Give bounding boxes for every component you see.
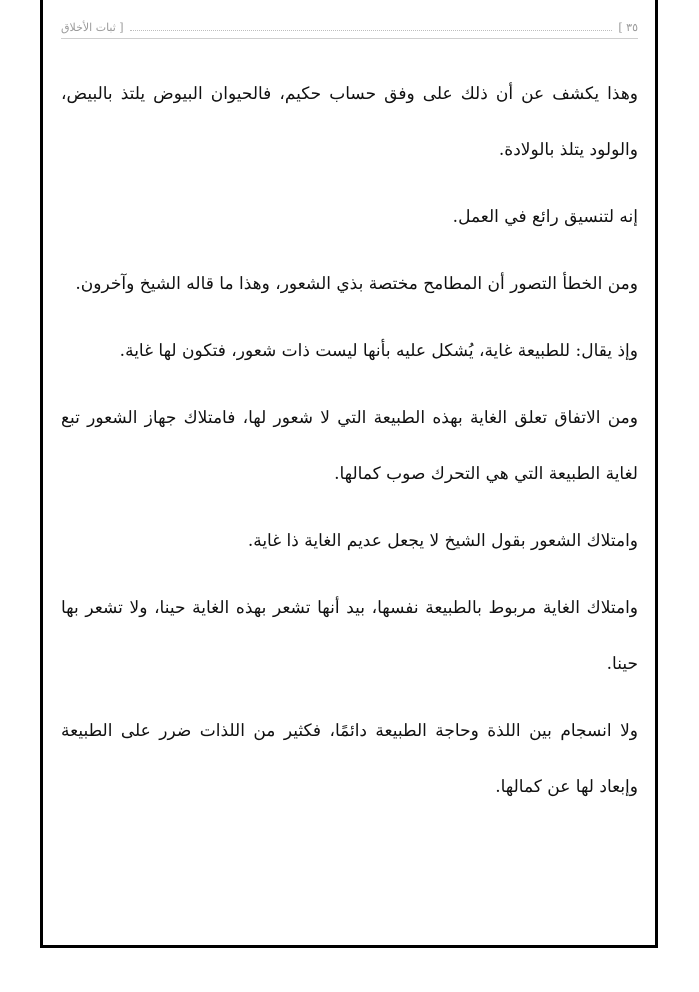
paragraph-7: وامتلاك الغاية مربوط بالطبيعة نفسها، بيد أنها تشعر بهذه الغاية حينا، ولا تشعر بها حينا. xyxy=(61,598,638,674)
paragraph-6: وامتلاك الشعور بقول الشيخ لا يجعل عديم الغاية ذا غاية. xyxy=(247,531,638,551)
paragraph-3: ومن الخطأ التصور أن المطامح مختصة بذي الشعور، وهذا ما قاله الشيخ وآخرون. xyxy=(75,274,638,294)
paragraph-2: إنه لتنسيق رائع في العمل. xyxy=(452,207,638,227)
header-dotted-leader xyxy=(130,30,613,31)
running-header xyxy=(61,16,638,39)
header-book-title: [ ثبات الأخلاق xyxy=(61,20,124,34)
paragraph-5: ومن الاتفاق تعلق الغاية بهذه الطبيعة التي لا شعور لها، فامتلاك جهاز الشعور تبع لغاية الطبيعة التي هي التحرك صوب كمالها. xyxy=(61,408,638,484)
paragraph-1: وهذا يكشف عن أن ذلك على وفق حساب حكيم، فالحيوان البيوض يلتذ بالبيض، والولود يتلذ بالولادة. xyxy=(61,84,638,160)
paragraph-4: وإذ يقال: للطبيعة غاية، يُشكل عليه بأنها ليست ذات شعور، فتكون لها غاية. xyxy=(119,341,638,361)
paragraph-8: ولا انسجام بين اللذة وحاجة الطبيعة دائمًا، فكثير من اللذات ضرر على الطبيعة وإبعاد لها عن كمالها. xyxy=(61,721,638,797)
page-body xyxy=(61,66,638,826)
header-page-number: ٣٥ ] xyxy=(618,20,638,34)
